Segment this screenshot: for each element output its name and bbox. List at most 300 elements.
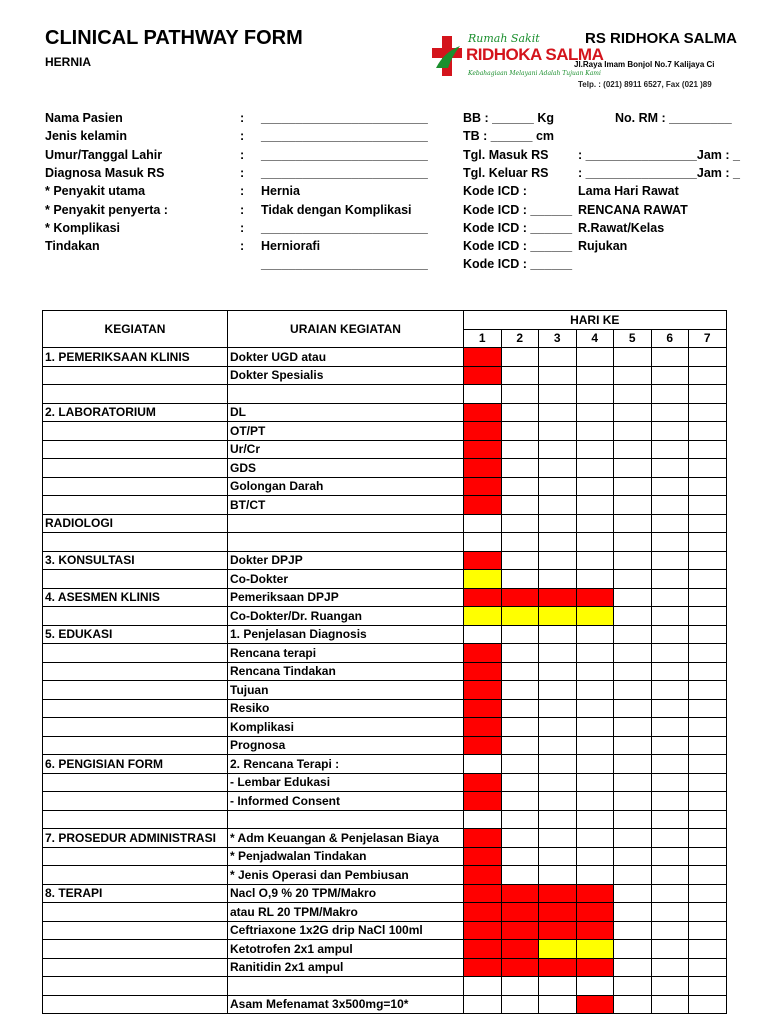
day-cell <box>464 477 502 496</box>
day-cell <box>576 496 614 515</box>
activity-cell <box>43 366 228 385</box>
day-cell <box>614 699 652 718</box>
activity-detail-cell: 2. Rencana Terapi : <box>228 755 464 774</box>
day-cell <box>501 514 539 533</box>
day-cell <box>464 884 502 903</box>
table-row <box>43 977 727 996</box>
patient-field-value: Herniorafi <box>261 239 321 254</box>
admission-field: Kode ICD : <box>463 184 527 199</box>
hospital-name: RS RIDHOKA SALMA <box>585 30 737 47</box>
day-cell <box>539 773 577 792</box>
day-cell <box>614 736 652 755</box>
day-cell <box>689 533 727 552</box>
day-cell <box>614 681 652 700</box>
hospital-phone: Telp. : (021) 8911 6527, Fax (021 )89 <box>578 80 712 89</box>
activity-detail-cell: Tujuan <box>228 681 464 700</box>
activity-cell <box>43 385 228 404</box>
activity-detail-cell: Ur/Cr <box>228 440 464 459</box>
day-cell <box>539 662 577 681</box>
day-cell <box>539 496 577 515</box>
column-header-uraian: URAIAN KEGIATAN <box>228 311 464 348</box>
day-cell <box>689 847 727 866</box>
day-cell <box>614 625 652 644</box>
activity-cell: 7. PROSEDUR ADMINISTRASI <box>43 829 228 848</box>
day-cell <box>501 570 539 589</box>
day-cell <box>651 958 689 977</box>
day-cell <box>689 588 727 607</box>
day-cell <box>651 940 689 959</box>
day-cell <box>464 588 502 607</box>
activity-detail-cell: Dokter Spesialis <box>228 366 464 385</box>
day-cell <box>576 773 614 792</box>
day-cell <box>501 977 539 996</box>
logo-line-1: Rumah Sakit <box>468 32 540 45</box>
day-cell <box>464 514 502 533</box>
day-cell <box>614 644 652 663</box>
day-cell <box>501 348 539 367</box>
day-cell <box>614 773 652 792</box>
day-cell <box>614 348 652 367</box>
day-cell <box>614 921 652 940</box>
day-cell <box>614 792 652 811</box>
day-cell <box>501 755 539 774</box>
day-cell <box>689 422 727 441</box>
day-cell <box>464 921 502 940</box>
day-cell <box>576 385 614 404</box>
table-header-row <box>43 311 727 330</box>
day-cell <box>651 644 689 663</box>
day-cell <box>464 773 502 792</box>
patient-field-value: ________________________ <box>261 111 428 125</box>
activity-detail-cell: * Jenis Operasi dan Pembiusan <box>228 866 464 885</box>
activity-detail-cell <box>228 514 464 533</box>
activity-cell <box>43 977 228 996</box>
hospital-address: Jl.Raya Imam Bonjol No.7 Kalijaya Ci <box>574 60 715 69</box>
day-cell <box>539 348 577 367</box>
activity-detail-cell: Rencana Tindakan <box>228 662 464 681</box>
day-cell <box>576 644 614 663</box>
day-cell <box>576 570 614 589</box>
day-cell <box>576 625 614 644</box>
activity-detail-cell <box>228 385 464 404</box>
day-cell <box>689 903 727 922</box>
activity-detail-cell: DL <box>228 403 464 422</box>
activity-cell: 2. LABORATORIUM <box>43 403 228 422</box>
field-colon: : <box>240 184 245 199</box>
day-cell <box>651 792 689 811</box>
day-cell <box>689 699 727 718</box>
day-cell <box>651 810 689 829</box>
admission-field: Kode ICD : ______ <box>463 257 573 272</box>
day-cell <box>651 533 689 552</box>
day-cell <box>501 496 539 515</box>
day-cell <box>651 385 689 404</box>
day-cell <box>501 866 539 885</box>
activity-cell: 3. KONSULTASI <box>43 551 228 570</box>
day-cell <box>501 829 539 848</box>
day-cell <box>539 810 577 829</box>
day-cell <box>501 440 539 459</box>
day-cell <box>464 625 502 644</box>
day-cell <box>689 736 727 755</box>
day-cell <box>651 903 689 922</box>
activity-detail-cell: Pemeriksaan DPJP <box>228 588 464 607</box>
day-cell <box>539 514 577 533</box>
day-cell <box>501 403 539 422</box>
day-number-header: 3 <box>539 329 577 348</box>
day-number-header: 2 <box>501 329 539 348</box>
table-row <box>43 403 727 422</box>
day-cell <box>576 995 614 1014</box>
day-cell <box>576 847 614 866</box>
day-cell <box>501 903 539 922</box>
day-cell <box>501 699 539 718</box>
patient-field-label: * Komplikasi <box>45 220 121 235</box>
day-cell <box>464 496 502 515</box>
activity-cell: 5. EDUKASI <box>43 625 228 644</box>
table-row <box>43 681 727 700</box>
activity-detail-cell: - Informed Consent <box>228 792 464 811</box>
day-cell <box>651 514 689 533</box>
day-cell <box>651 588 689 607</box>
day-cell <box>689 496 727 515</box>
day-cell <box>464 829 502 848</box>
day-cell <box>614 755 652 774</box>
day-cell <box>464 792 502 811</box>
activity-cell <box>43 718 228 737</box>
day-cell <box>689 348 727 367</box>
day-cell <box>651 570 689 589</box>
table-row <box>43 533 727 552</box>
day-cell <box>651 718 689 737</box>
table-row <box>43 588 727 607</box>
activity-cell <box>43 921 228 940</box>
day-cell <box>689 625 727 644</box>
patient-field-label: Nama Pasien <box>45 111 123 125</box>
day-cell <box>576 459 614 478</box>
patient-field-label: * Penyakit utama <box>45 184 146 199</box>
activity-cell <box>43 995 228 1014</box>
activity-cell <box>43 940 228 959</box>
day-cell <box>464 403 502 422</box>
admission-field: Tgl. Masuk RS <box>463 147 549 162</box>
day-cell <box>539 422 577 441</box>
day-cell <box>614 403 652 422</box>
day-cell <box>576 607 614 626</box>
day-cell <box>576 736 614 755</box>
table-row <box>43 440 727 459</box>
admission-field: BB : ______ Kg <box>463 111 555 125</box>
day-cell <box>614 459 652 478</box>
day-cell <box>539 607 577 626</box>
day-cell <box>651 662 689 681</box>
day-cell <box>614 977 652 996</box>
day-cell <box>576 514 614 533</box>
logo-tagline: Kebahagiaan Melayani Adalah Tujuan Kami <box>468 70 601 77</box>
day-cell <box>539 792 577 811</box>
activity-detail-cell: BT/CT <box>228 496 464 515</box>
day-cell <box>651 773 689 792</box>
day-cell <box>614 366 652 385</box>
admission-field: Kode ICD : ______ <box>463 202 573 217</box>
field-colon: : <box>240 129 245 144</box>
day-cell <box>464 681 502 700</box>
patient-field-value: ________________________ <box>261 220 428 235</box>
activity-detail-cell: Komplikasi <box>228 718 464 737</box>
table-row <box>43 829 727 848</box>
day-cell <box>501 995 539 1014</box>
day-cell <box>576 903 614 922</box>
day-cell <box>576 440 614 459</box>
day-cell <box>651 977 689 996</box>
day-cell <box>501 810 539 829</box>
day-cell <box>464 977 502 996</box>
admission-field: Kode ICD : ______ <box>463 239 573 254</box>
day-number-header: 4 <box>576 329 614 348</box>
table-row <box>43 847 727 866</box>
day-cell <box>651 699 689 718</box>
day-cell <box>464 755 502 774</box>
field-colon: : <box>240 165 245 180</box>
day-cell <box>501 718 539 737</box>
day-cell <box>464 459 502 478</box>
table-row <box>43 570 727 589</box>
day-cell <box>539 385 577 404</box>
day-cell <box>576 810 614 829</box>
day-cell <box>614 607 652 626</box>
day-number-header: 6 <box>651 329 689 348</box>
activity-cell <box>43 773 228 792</box>
day-cell <box>651 607 689 626</box>
activity-cell <box>43 699 228 718</box>
day-cell <box>614 884 652 903</box>
day-cell <box>651 736 689 755</box>
day-cell <box>614 570 652 589</box>
activity-cell <box>43 866 228 885</box>
day-cell <box>614 995 652 1014</box>
table-row <box>43 810 727 829</box>
day-cell <box>539 625 577 644</box>
patient-field-label: Tindakan <box>45 239 100 254</box>
day-cell <box>501 940 539 959</box>
day-cell <box>689 477 727 496</box>
day-cell <box>576 551 614 570</box>
day-cell <box>501 551 539 570</box>
admission-detail: Lama Hari Rawat <box>578 184 679 199</box>
day-cell <box>614 551 652 570</box>
day-number-header: 7 <box>689 329 727 348</box>
activity-cell <box>43 440 228 459</box>
day-cell <box>464 736 502 755</box>
table-row <box>43 514 727 533</box>
patient-field-value: ________________________ <box>261 129 428 144</box>
day-cell <box>614 533 652 552</box>
activity-detail-cell: Nacl O,9 % 20 TPM/Makro <box>228 884 464 903</box>
activity-cell <box>43 847 228 866</box>
day-cell <box>689 718 727 737</box>
day-cell <box>539 921 577 940</box>
activity-detail-cell: atau RL 20 TPM/Makro <box>228 903 464 922</box>
activity-detail-cell: Ceftriaxone 1x2G drip NaCl 100ml <box>228 921 464 940</box>
day-cell <box>501 681 539 700</box>
field-colon: : <box>240 111 245 125</box>
activity-cell <box>43 681 228 700</box>
table-row <box>43 366 727 385</box>
activity-cell <box>43 422 228 441</box>
day-cell <box>539 866 577 885</box>
patient-field-value: ________________________ <box>261 257 428 272</box>
day-cell <box>614 903 652 922</box>
day-cell <box>576 348 614 367</box>
table-row <box>43 551 727 570</box>
day-cell <box>539 940 577 959</box>
day-cell <box>539 681 577 700</box>
day-cell <box>576 921 614 940</box>
admission-detail: No. RM : _________ <box>615 111 732 125</box>
activity-detail-cell: Rencana terapi <box>228 644 464 663</box>
admission-detail: : ________________Jam : _ <box>578 147 740 162</box>
day-cell <box>539 977 577 996</box>
activity-detail-cell: Co-Dokter/Dr. Ruangan <box>228 607 464 626</box>
day-cell <box>539 570 577 589</box>
day-cell <box>576 699 614 718</box>
activity-detail-cell <box>228 810 464 829</box>
table-row <box>43 348 727 367</box>
table-row <box>43 755 727 774</box>
day-cell <box>689 551 727 570</box>
day-cell <box>464 440 502 459</box>
table-row <box>43 385 727 404</box>
day-cell <box>651 995 689 1014</box>
activity-cell <box>43 570 228 589</box>
activity-cell <box>43 903 228 922</box>
day-cell <box>539 440 577 459</box>
activity-cell: 8. TERAPI <box>43 884 228 903</box>
day-cell <box>689 810 727 829</box>
day-cell <box>576 533 614 552</box>
day-cell <box>576 718 614 737</box>
day-cell <box>464 958 502 977</box>
admission-field: Kode ICD : ______ <box>463 220 573 235</box>
table-row <box>43 958 727 977</box>
activity-detail-cell: Co-Dokter <box>228 570 464 589</box>
admission-detail: R.Rawat/Kelas <box>578 220 665 235</box>
day-cell <box>539 477 577 496</box>
day-cell <box>651 422 689 441</box>
day-cell <box>689 570 727 589</box>
day-cell <box>464 644 502 663</box>
day-cell <box>501 607 539 626</box>
day-cell <box>689 385 727 404</box>
day-cell <box>651 884 689 903</box>
day-cell <box>539 736 577 755</box>
day-cell <box>501 422 539 441</box>
field-colon: : <box>240 202 245 217</box>
activity-cell <box>43 477 228 496</box>
patient-field-label: Jenis kelamin <box>45 129 127 144</box>
table-row <box>43 903 727 922</box>
activity-detail-cell: Resiko <box>228 699 464 718</box>
day-cell <box>539 829 577 848</box>
form-subtitle: HERNIA <box>45 55 92 69</box>
day-cell <box>576 681 614 700</box>
day-cell <box>539 995 577 1014</box>
activity-cell <box>43 459 228 478</box>
day-cell <box>501 736 539 755</box>
day-cell <box>651 681 689 700</box>
day-cell <box>464 866 502 885</box>
day-cell <box>464 662 502 681</box>
activity-detail-cell: 1. Penjelasan Diagnosis <box>228 625 464 644</box>
day-cell <box>576 829 614 848</box>
admission-detail: : ________________Jam : _ <box>578 165 740 180</box>
day-cell <box>689 681 727 700</box>
table-row <box>43 607 727 626</box>
table-row <box>43 477 727 496</box>
table-row <box>43 866 727 885</box>
patient-field-label: Diagnosa Masuk RS <box>45 165 165 180</box>
activity-detail-cell: Ranitidin 2x1 ampul <box>228 958 464 977</box>
day-cell <box>651 921 689 940</box>
day-cell <box>464 385 502 404</box>
day-cell <box>689 773 727 792</box>
day-cell <box>501 792 539 811</box>
table-row <box>43 459 727 478</box>
day-cell <box>501 533 539 552</box>
day-cell <box>614 958 652 977</box>
table-row <box>43 736 727 755</box>
table-row <box>43 773 727 792</box>
activity-cell <box>43 533 228 552</box>
table-row <box>43 940 727 959</box>
day-cell <box>539 403 577 422</box>
patient-field-label: * Penyakit penyerta : <box>45 202 168 217</box>
day-cell <box>651 440 689 459</box>
day-cell <box>464 607 502 626</box>
day-cell <box>651 496 689 515</box>
table-row <box>43 625 727 644</box>
day-cell <box>651 403 689 422</box>
activity-cell: 1. PEMERIKSAAN KLINIS <box>43 348 228 367</box>
day-cell <box>614 496 652 515</box>
table-row <box>43 422 727 441</box>
day-cell <box>539 533 577 552</box>
column-header-kegiatan: KEGIATAN <box>43 311 228 348</box>
day-cell <box>539 459 577 478</box>
day-cell <box>501 773 539 792</box>
day-cell <box>576 588 614 607</box>
day-cell <box>501 459 539 478</box>
admission-field: Tgl. Keluar RS <box>463 165 549 180</box>
day-cell <box>464 551 502 570</box>
day-cell <box>539 958 577 977</box>
patient-field-value: Hernia <box>261 184 300 199</box>
day-number-header: 5 <box>614 329 652 348</box>
activity-cell: 6. PENGISIAN FORM <box>43 755 228 774</box>
table-row <box>43 884 727 903</box>
day-cell <box>539 644 577 663</box>
day-cell <box>614 718 652 737</box>
day-cell <box>576 366 614 385</box>
day-cell <box>651 551 689 570</box>
table-row <box>43 699 727 718</box>
day-cell <box>689 866 727 885</box>
day-cell <box>689 607 727 626</box>
day-cell <box>651 829 689 848</box>
day-cell <box>614 866 652 885</box>
activity-cell <box>43 644 228 663</box>
admission-detail: Rujukan <box>578 239 628 254</box>
